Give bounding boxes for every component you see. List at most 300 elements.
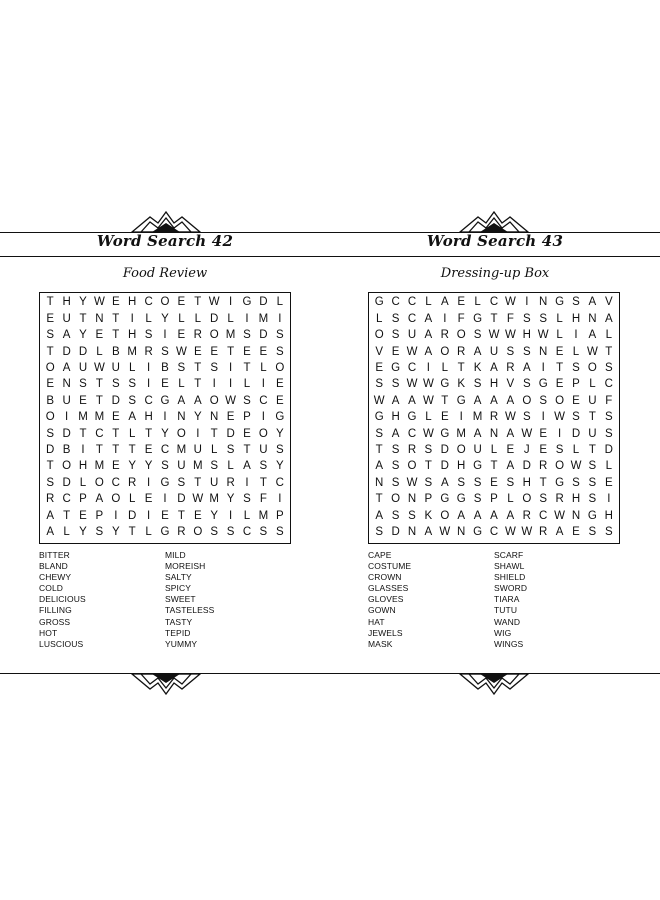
grid-letter: S (375, 378, 384, 391)
grid-letter: G (555, 296, 565, 309)
grid-letter: D (62, 476, 71, 489)
grid-letter: G (160, 476, 170, 489)
grid-letter: G (456, 394, 466, 407)
grid-letter: J (523, 444, 530, 457)
page-title: Word Search 42 (96, 232, 234, 250)
grid-letter: K (424, 509, 433, 522)
grid-letter: N (177, 411, 186, 424)
grid-letter: N (407, 493, 417, 506)
grid-letter: T (441, 394, 449, 407)
grid-letter: S (572, 362, 580, 375)
grid-letter: E (375, 362, 384, 375)
word-list-item: HAT (368, 616, 385, 627)
grid-letter: L (507, 493, 514, 506)
grid-letter: K (473, 362, 482, 375)
grid-letter: E (95, 329, 104, 342)
grid-letter: H (571, 493, 581, 506)
word-list-item: TASTELESS (165, 605, 215, 616)
grid-letter: O (275, 362, 285, 375)
grid-letter: D (259, 296, 268, 309)
grid-letter: D (78, 345, 88, 358)
grid-letter: L (128, 493, 136, 506)
grid-letter: M (472, 411, 483, 424)
grid-letter: E (193, 509, 202, 522)
grid-letter: T (63, 509, 71, 522)
grid-letter: W (422, 427, 434, 440)
grid-letter: O (176, 427, 186, 440)
grid-letter: A (506, 509, 515, 522)
grid-letter: W (225, 394, 237, 407)
word-list-item: FILLING (39, 605, 72, 616)
grid-letter: W (406, 476, 418, 489)
grid-letter: T (490, 460, 498, 473)
grid-letter: O (160, 296, 170, 309)
grid-letter: D (391, 526, 400, 539)
grid-letter: L (243, 509, 251, 522)
grid-letter: M (225, 329, 236, 342)
grid-letter: D (522, 460, 531, 473)
grid-letter: D (62, 427, 71, 440)
grid-letter: T (605, 345, 613, 358)
grid-letter: L (145, 526, 152, 539)
grid-letter: A (490, 509, 498, 522)
grid-letter: A (506, 460, 515, 473)
grid-letter: N (210, 411, 219, 424)
grid-letter: I (228, 509, 233, 522)
grid-letter: Y (226, 493, 235, 506)
grid-letter: S (588, 493, 597, 506)
grid-letter: I (228, 378, 233, 391)
grid-letter: L (145, 312, 152, 325)
grid-letter: G (160, 526, 170, 539)
grid-letter: T (46, 296, 54, 309)
grid-letter: Y (144, 460, 153, 473)
grid-letter: T (128, 444, 136, 457)
grid-letter: E (243, 345, 251, 358)
grid-letter: C (407, 312, 417, 325)
grid-letter: T (556, 362, 564, 375)
word-list-item: SPICY (165, 583, 192, 594)
grid-letter: E (572, 394, 580, 407)
grid-letter: W (504, 296, 516, 309)
grid-letter: E (506, 444, 515, 457)
grid-letter: T (112, 329, 120, 342)
grid-letter: W (373, 394, 385, 407)
grid-letter: H (391, 411, 400, 424)
grid-letter: I (261, 411, 265, 424)
grid-letter: M (176, 444, 187, 457)
grid-letter: R (506, 362, 515, 375)
grid-letter: S (177, 476, 186, 489)
grid-letter: I (607, 493, 611, 506)
grid-letter: G (407, 411, 417, 424)
grid-letter: E (144, 493, 153, 506)
grid-letter: Y (128, 460, 137, 473)
grid-letter: M (456, 427, 466, 440)
grid-letter: O (440, 345, 450, 358)
grid-letter: S (259, 526, 268, 539)
grid-letter: S (391, 378, 400, 391)
grid-letter: N (457, 526, 466, 539)
grid-letter: L (96, 345, 103, 358)
grid-letter: E (555, 345, 564, 358)
grid-letter: O (62, 460, 72, 473)
grid-letter: S (457, 476, 466, 489)
grid-letter: S (161, 345, 169, 358)
grid-letter: A (604, 312, 613, 325)
grid-letter: R (457, 345, 466, 358)
grid-letter: L (178, 312, 185, 325)
grid-letter: W (586, 345, 598, 358)
grid-letter: S (506, 345, 515, 358)
grid-letter: U (473, 444, 482, 457)
grid-letter: I (130, 312, 134, 325)
grid-letter: C (275, 476, 284, 489)
word-list (368, 550, 620, 650)
word-list-item: MOREISH (165, 561, 206, 572)
grid-letter: C (407, 296, 417, 309)
grid-letter: T (457, 362, 465, 375)
grid-letter: S (539, 312, 548, 325)
grid-letter: W (521, 427, 533, 440)
grid-letter: K (457, 378, 466, 391)
grid-letter: I (541, 362, 545, 375)
grid-letter: N (62, 378, 71, 391)
grid-letter: T (79, 427, 87, 440)
grid-letter: C (407, 427, 417, 440)
grid-letter: L (227, 312, 234, 325)
grid-letter: C (604, 378, 613, 391)
grid-letter: D (46, 444, 55, 457)
grid-letter: S (522, 411, 531, 424)
grid-letter: T (112, 444, 120, 457)
grid-letter: L (194, 312, 201, 325)
grid-letter: P (243, 411, 251, 424)
grid-letter: D (604, 444, 613, 457)
grid-letter: I (278, 312, 282, 325)
grid-letter: W (406, 378, 418, 391)
word-list (39, 550, 291, 650)
word-list-item: DELICIOUS (39, 594, 86, 605)
grid-letter: P (424, 493, 433, 506)
grid-letter: R (144, 345, 153, 358)
grid-letter: T (210, 427, 218, 440)
grid-letter: S (210, 526, 219, 539)
grid-letter: A (555, 526, 564, 539)
grid-letter: S (243, 493, 251, 506)
grid-letter: S (473, 476, 482, 489)
grid-letter: O (209, 394, 219, 407)
grid-letter: E (604, 476, 613, 489)
grid-letter: I (64, 411, 69, 424)
grid-letter: T (128, 526, 136, 539)
grid-letter: T (259, 476, 267, 489)
grid-letter: C (160, 444, 170, 457)
grid-letter: E (210, 345, 219, 358)
grid-letter: G (374, 411, 384, 424)
grid-letter: V (506, 378, 515, 391)
grid-letter: G (440, 493, 450, 506)
grid-letter: C (95, 427, 104, 440)
grid-letter: U (407, 329, 417, 342)
grid-letter: S (128, 378, 137, 391)
grid-letter: C (539, 509, 548, 522)
grid-letter: R (522, 509, 531, 522)
grid-letter: O (111, 493, 121, 506)
grid-letter: E (490, 476, 498, 489)
grid-letter: W (504, 329, 516, 342)
grid-letter: T (79, 312, 87, 325)
word-list-item: SWEET (165, 594, 196, 605)
grid-letter: S (144, 329, 153, 342)
grid-letter: S (604, 427, 613, 440)
grid-letter: M (127, 345, 137, 358)
grid-letter: L (605, 329, 612, 342)
grid-letter: W (521, 526, 533, 539)
grid-letter: S (46, 476, 55, 489)
grid-letter: S (161, 460, 169, 473)
grid-letter: T (95, 378, 103, 391)
grid-letter: M (192, 460, 203, 473)
grid-letter: E (161, 378, 169, 391)
grid-letter: D (128, 509, 137, 522)
grid-letter: T (588, 411, 596, 424)
grid-letter: L (260, 362, 267, 375)
grid-letter: T (424, 460, 432, 473)
grid-letter: C (62, 493, 71, 506)
grid-letter: P (95, 509, 104, 522)
grid-letter: E (440, 411, 449, 424)
grid-letter: E (572, 526, 580, 539)
grid-letter: R (193, 329, 202, 342)
grid-letter: Y (193, 411, 202, 424)
grid-letter: R (128, 476, 137, 489)
grid-letter: E (177, 296, 186, 309)
grid-letter: I (443, 312, 447, 325)
page-word-search-43 (330, 0, 660, 900)
word-list-item: GLOVES (368, 594, 404, 605)
grid-letter: U (489, 345, 499, 358)
grid-letter: A (473, 427, 482, 440)
grid-letter: S (408, 509, 416, 522)
grid-letter: L (441, 362, 448, 375)
grid-letter: A (588, 296, 597, 309)
grid-letter: R (539, 460, 548, 473)
grid-letter: S (210, 362, 219, 375)
grid-letter: S (572, 476, 580, 489)
grid-letter: O (209, 329, 219, 342)
word-list-item: SCARF (494, 550, 524, 560)
word-list-item: LUSCIOUS (39, 638, 84, 649)
grid-letter: O (391, 493, 401, 506)
grid-letter: S (128, 394, 137, 407)
grid-letter: T (95, 394, 103, 407)
grid-letter: T (112, 312, 120, 325)
grid-letter: G (473, 526, 483, 539)
grid-letter: L (589, 378, 596, 391)
grid-letter: L (210, 444, 218, 457)
grid-letter: Y (161, 312, 169, 325)
grid-letter: E (539, 427, 548, 440)
grid-letter: M (94, 411, 105, 424)
grid-letter: W (93, 362, 105, 375)
grid-letter: U (62, 394, 71, 407)
word-list-item: HOT (39, 627, 58, 638)
grid-letter: N (571, 509, 581, 522)
grid-letter: H (457, 460, 466, 473)
grid-letter: N (489, 427, 499, 440)
grid-letter: W (208, 296, 220, 309)
grid-letter: I (163, 411, 167, 424)
grid-letter: A (473, 345, 482, 358)
grid-letter: H (62, 296, 71, 309)
grid-letter: N (539, 296, 548, 309)
grid-letter: E (79, 509, 87, 522)
grid-letter: C (144, 296, 153, 309)
grid-letter: E (226, 411, 235, 424)
grid-letter: L (425, 411, 432, 424)
grid-letter: O (555, 394, 565, 407)
grid-letter: L (276, 296, 283, 309)
grid-letter: S (391, 460, 400, 473)
grid-letter: C (407, 362, 417, 375)
grid-letter: O (94, 476, 104, 489)
grid-letter: R (440, 329, 449, 342)
word-list-item: SHIELD (494, 572, 526, 583)
page-title: Word Search 43 (426, 232, 564, 250)
grid-letter: W (504, 526, 516, 539)
grid-letter: T (46, 345, 54, 358)
grid-letter: F (457, 312, 465, 325)
grid-letter: T (177, 509, 185, 522)
grid-letter: A (588, 329, 597, 342)
grid-letter: N (375, 476, 384, 489)
grid-letter: O (193, 526, 203, 539)
grid-letter: S (275, 329, 284, 342)
grid-letter: U (259, 444, 268, 457)
word-list-item: CROWN (368, 572, 402, 583)
grid-letter: H (604, 509, 613, 522)
grid-letter: W (192, 493, 204, 506)
grid-letter: O (440, 509, 450, 522)
grid-letter: S (424, 444, 433, 457)
grid-letter: A (522, 362, 531, 375)
grid-letter: B (62, 444, 71, 457)
word-list-item: CHEWY (39, 572, 72, 583)
grid-letter: C (489, 526, 499, 539)
grid-letter: L (605, 460, 612, 473)
grid-letter: A (473, 394, 482, 407)
grid-letter: C (489, 296, 499, 309)
grid-letter: I (541, 411, 545, 424)
grid-letter: S (539, 493, 548, 506)
word-list-item: CAPE (368, 550, 392, 560)
grid-letter: I (81, 444, 85, 457)
grid-letter: S (604, 526, 613, 539)
grid-letter: S (604, 411, 613, 424)
word-list-item: TUTU (494, 605, 518, 616)
grid-letter: S (259, 460, 268, 473)
word-list-item: GOWN (368, 605, 396, 616)
grid-letter: W (406, 345, 418, 358)
grid-letter: S (539, 394, 548, 407)
grid-letter: S (473, 378, 482, 391)
grid-letter: A (62, 362, 71, 375)
grid-letter: L (128, 427, 136, 440)
grid-letter: T (194, 362, 202, 375)
grid-letter: L (490, 444, 498, 457)
grid-letter: T (243, 444, 251, 457)
word-list-item: COLD (39, 583, 64, 594)
grid-letter: I (574, 329, 578, 342)
grid-letter: N (407, 526, 417, 539)
grid-letter: M (209, 493, 219, 506)
word-list-item: TEPID (165, 627, 191, 638)
grid-letter: C (259, 394, 268, 407)
grid-letter: S (473, 493, 482, 506)
word-list-item: GLASSES (368, 583, 409, 594)
grid-letter: L (227, 460, 234, 473)
word-list-item: WAND (494, 616, 521, 627)
grid-letter: E (111, 296, 120, 309)
grid-letter: L (556, 312, 563, 325)
grid-letter: O (374, 329, 384, 342)
grid-letter: H (522, 476, 531, 489)
grid-letter: T (95, 444, 103, 457)
grid-letter: U (210, 476, 219, 489)
grid-letter: G (456, 493, 466, 506)
grid-letter: S (46, 427, 55, 440)
grid-letter: Y (275, 427, 284, 440)
grid-letter: L (572, 345, 580, 358)
grid-letter: D (440, 460, 449, 473)
grid-letter: C (242, 526, 252, 539)
grid-letter: I (163, 329, 167, 342)
grid-letter: I (146, 476, 151, 489)
grid-letter: I (557, 427, 562, 440)
grid-letter: H (571, 312, 581, 325)
grid-letter: C (111, 476, 120, 489)
grid-letter: A (375, 460, 384, 473)
grid-letter: S (604, 362, 613, 375)
grid-letter: M (258, 312, 269, 325)
grid-letter: V (375, 345, 384, 358)
grid-letter: D (62, 345, 71, 358)
word-list-item: GROSS (39, 616, 71, 627)
grid-letter: S (79, 378, 87, 391)
grid-letter: E (79, 394, 87, 407)
grid-letter: L (474, 296, 481, 309)
grid-letter: A (62, 329, 71, 342)
grid-letter: I (261, 378, 265, 391)
grid-letter: L (128, 362, 136, 375)
grid-letter: Y (275, 460, 284, 473)
word-list-item: WINGS (494, 638, 524, 649)
grid-letter: M (78, 411, 88, 424)
grid-letter: I (245, 476, 249, 489)
grid-letter: Y (79, 296, 87, 309)
grid-letter: U (588, 427, 597, 440)
word-list-item: BLAND (39, 561, 68, 572)
grid-letter: T (375, 493, 383, 506)
grid-letter: L (572, 444, 580, 457)
grid-letter: R (407, 444, 417, 457)
word-list-item: COSTUME (368, 561, 412, 572)
grid-letter: R (489, 411, 499, 424)
grid-letter: D (259, 329, 268, 342)
grid-letter: I (245, 312, 249, 325)
grid-letter: U (588, 394, 597, 407)
